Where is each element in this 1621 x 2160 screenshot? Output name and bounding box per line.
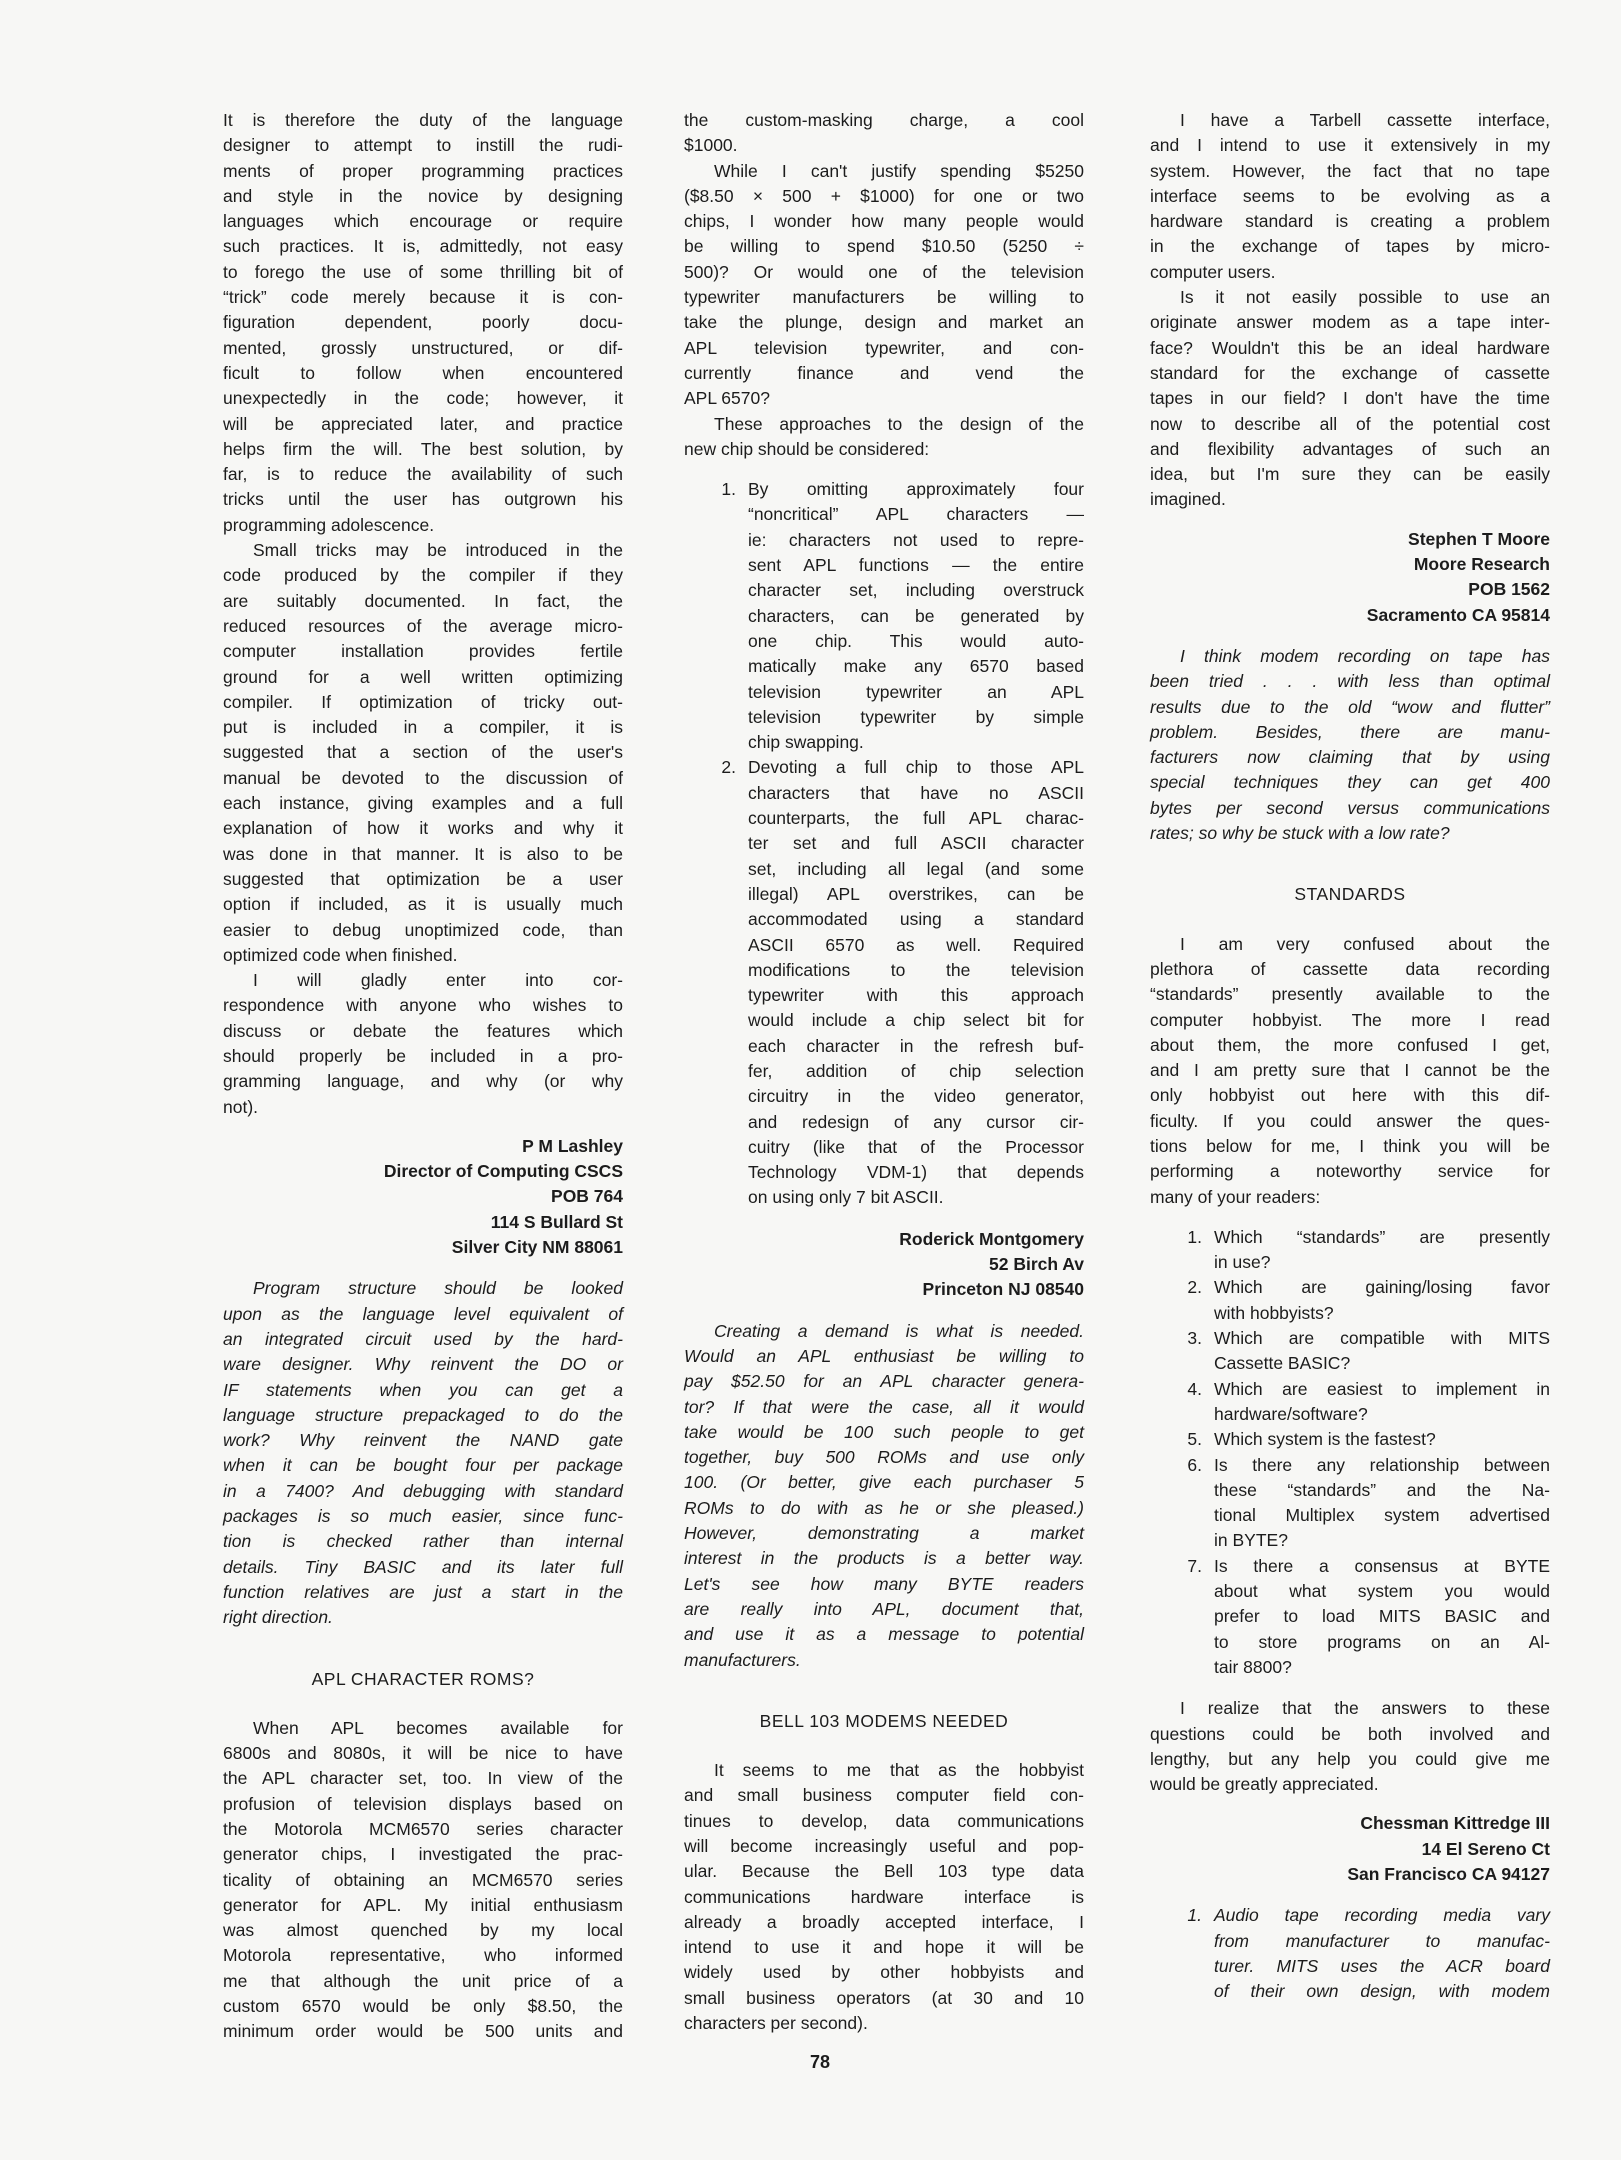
text-line: I will gladly enter into cor- bbox=[253, 970, 623, 991]
text-line: Director of Computing CSCS bbox=[383, 1161, 623, 1182]
text-line: and redesign of any cursor cir- bbox=[748, 1111, 1084, 1132]
text-line: interest in the products is a better way. bbox=[684, 1548, 1084, 1569]
list-number: 6. bbox=[1187, 1454, 1202, 1475]
text-line: not). bbox=[223, 1096, 259, 1117]
section-heading: STANDARDS bbox=[1294, 884, 1406, 905]
text-line: characters, can be generated by bbox=[748, 605, 1084, 626]
text-line: these “standards” and the Na- bbox=[1214, 1479, 1550, 1500]
text-line: suggested that optimization be a user bbox=[223, 868, 623, 889]
paragraph bbox=[1150, 932, 1550, 1210]
text-line: Is there a consensus at BYTE bbox=[1214, 1555, 1550, 1576]
text-line: It is therefore the duty of the language bbox=[223, 110, 623, 130]
text-line: in a 7400? And debugging with standard bbox=[223, 1480, 623, 1501]
text-line: idea, but I'm sure they can be easily bbox=[1150, 464, 1550, 485]
text-line: me that although the unit price of a bbox=[223, 1970, 623, 1991]
text-line: programming adolescence. bbox=[223, 514, 435, 535]
text-line: right direction. bbox=[223, 1607, 333, 1628]
text-line: Cassette BASIC? bbox=[1214, 1353, 1351, 1374]
section-heading: APL CHARACTER ROMS? bbox=[311, 1668, 535, 1689]
text-line: currently finance and vend the bbox=[684, 362, 1084, 383]
text-line: and small business computer field con- bbox=[684, 1785, 1084, 1806]
text-line: designer to attempt to instill the rudi- bbox=[223, 135, 623, 156]
paragraph bbox=[1150, 1696, 1550, 1797]
text-line: It seems to me that as the hobbyist bbox=[714, 1760, 1084, 1781]
text-line: ROMs to do with as he or she pleased.) bbox=[684, 1497, 1084, 1518]
text-line: Creating a demand is what is needed. bbox=[714, 1320, 1084, 1341]
text-line: 100. (Or better, give each purchaser 5 bbox=[684, 1472, 1084, 1493]
list-number: 7. bbox=[1187, 1555, 1202, 1576]
text-line: system. However, the fact that no tape bbox=[1150, 160, 1550, 181]
text-line: 14 El Sereno Ct bbox=[1421, 1838, 1550, 1859]
text-line: figuration dependent, poorly docu- bbox=[223, 312, 623, 333]
text-line: manufacturers. bbox=[684, 1649, 801, 1670]
text-line: POB 764 bbox=[551, 1186, 623, 1207]
paragraph bbox=[684, 412, 1084, 463]
text-line: communications hardware interface is bbox=[684, 1886, 1084, 1907]
text-line: set, including all legal (and some bbox=[748, 858, 1084, 879]
text-line: work? Why reinvent the NAND gate bbox=[223, 1430, 623, 1451]
text-line: matically make any 6570 based bbox=[748, 656, 1084, 677]
text-line: typewriter manufacturers be willing to bbox=[684, 287, 1084, 308]
text-line: with hobbyists? bbox=[1214, 1302, 1334, 1323]
author-signature bbox=[1150, 1811, 1550, 1887]
list-number: 1. bbox=[1187, 1905, 1202, 1926]
text-line: will be appreciated later, and practice bbox=[223, 413, 623, 434]
paragraph bbox=[223, 968, 623, 1120]
list-item bbox=[1150, 1903, 1550, 2004]
list-number: 5. bbox=[1187, 1429, 1202, 1450]
text-line: San Francisco CA 94127 bbox=[1347, 1864, 1550, 1884]
text-line: “trick” code merely because it is con- bbox=[223, 287, 623, 308]
text-line: ASCII 6570 as well. Required bbox=[748, 934, 1084, 955]
text-line: prefer to load MITS BASIC and bbox=[1214, 1606, 1550, 1627]
text-line: intend to use it and hope it will be bbox=[684, 1937, 1084, 1958]
text-line: lengthy, but any help you could give me bbox=[1150, 1748, 1550, 1769]
text-line: and I am pretty sure that I cannot be the bbox=[1150, 1060, 1550, 1081]
text-line: in BYTE? bbox=[1214, 1530, 1288, 1551]
text-line: Is there any relationship between bbox=[1214, 1454, 1550, 1475]
text-line: Devoting a full chip to those APL bbox=[748, 757, 1084, 778]
text-line: put is included in a compiler, it is bbox=[223, 717, 623, 738]
text-line: counterparts, the full APL charac- bbox=[748, 808, 1084, 829]
text-line: when it can be bought four per package bbox=[223, 1455, 623, 1476]
text-line: Which system is the fastest? bbox=[1214, 1429, 1436, 1450]
text-line: on using only 7 bit ASCII. bbox=[748, 1187, 944, 1208]
text-line: chip swapping. bbox=[748, 732, 864, 753]
text-line: take the plunge, design and market an bbox=[684, 312, 1084, 333]
paragraph bbox=[223, 538, 623, 968]
text-line: accommodated using a standard bbox=[748, 909, 1084, 930]
text-line: typewriter with this approach bbox=[748, 985, 1084, 1006]
text-line: now to describe all of the potential cost bbox=[1150, 413, 1550, 434]
text-line: Program structure should be looked bbox=[253, 1278, 623, 1299]
text-line: pay $52.50 for an APL character genera- bbox=[684, 1371, 1084, 1392]
page-number: 78 bbox=[809, 2052, 831, 2072]
text-line: sent APL functions — the entire bbox=[748, 555, 1084, 576]
text-line: computer hobbyist. The more I read bbox=[1150, 1009, 1550, 1030]
text-line: upon as the language level equivalent of bbox=[223, 1303, 623, 1324]
text-line: character set, including overstruck bbox=[748, 580, 1084, 601]
text-line: Stephen T Moore bbox=[1408, 528, 1550, 549]
text-line: imagined. bbox=[1150, 489, 1226, 510]
text-line: each instance, giving examples and a full bbox=[223, 793, 623, 814]
text-line: APL 6570? bbox=[684, 388, 770, 409]
list-number: 1. bbox=[1187, 1226, 1202, 1247]
text-line: ie: characters not used to repre- bbox=[748, 529, 1084, 550]
text-line: hardware standard is creating a problem bbox=[1150, 211, 1550, 232]
list-item bbox=[1150, 1554, 1550, 1680]
text-line: in the exchange of tapes by micro- bbox=[1150, 236, 1550, 257]
text-line: are suitably documented. In fact, the bbox=[223, 590, 623, 611]
list-item bbox=[1150, 1326, 1550, 1377]
text-line: and flexibility advantages of such an bbox=[1150, 438, 1550, 459]
text-line: packages is so much easier, since func- bbox=[223, 1506, 623, 1527]
text-line: option if included, as it is usually much bbox=[223, 894, 623, 915]
text-line: hardware/software? bbox=[1214, 1403, 1368, 1424]
text-line: language structure prepackaged to do the bbox=[223, 1404, 623, 1425]
text-line: be willing to spend $10.50 (5250 ÷ bbox=[684, 236, 1084, 257]
text-line: minimum order would be 500 units and bbox=[223, 2021, 623, 2042]
text-line: 500)? Or would one of the television bbox=[684, 261, 1084, 282]
text-line: already a broadly accepted interface, I bbox=[684, 1911, 1084, 1932]
text-line: Moore Research bbox=[1413, 554, 1550, 575]
text-line: interface seems to be evolving as a bbox=[1150, 185, 1550, 206]
text-line: tinues to develop, data communications bbox=[684, 1810, 1084, 1831]
text-line: Is it not easily possible to use an bbox=[1180, 287, 1550, 308]
text-line: Roderick Montgomery bbox=[899, 1228, 1084, 1249]
text-line: should properly be included in a pro- bbox=[223, 1045, 623, 1066]
list-item bbox=[1150, 1275, 1550, 1326]
text-line: When APL becomes available for bbox=[253, 1717, 623, 1738]
text-line: the Motorola MCM6570 series character bbox=[223, 1819, 623, 1839]
list-number: 3. bbox=[1187, 1328, 1202, 1349]
text-line: P M Lashley bbox=[522, 1135, 623, 1156]
text-line: easier to debug unoptimized code, than bbox=[223, 919, 623, 940]
text-line: special techniques they can get 400 bbox=[1150, 772, 1550, 793]
list-number: 2. bbox=[1187, 1277, 1202, 1298]
text-line: cuitry (like that of the Processor bbox=[748, 1136, 1084, 1157]
text-line: to forego the use of some thrilling bit of bbox=[223, 261, 623, 282]
column-middle bbox=[684, 108, 1084, 2036]
text-line: Which are compatible with MITS bbox=[1214, 1328, 1550, 1349]
numbered-list bbox=[1150, 1225, 1550, 1680]
text-line: Which “standards” are presently bbox=[1214, 1226, 1550, 1247]
paragraph bbox=[684, 1758, 1084, 2036]
author-signature bbox=[223, 1134, 623, 1260]
text-line: was almost quenched by my local bbox=[223, 1920, 623, 1941]
text-line: details. Tiny BASIC and its later full bbox=[223, 1556, 623, 1577]
text-line: about what system you would bbox=[1214, 1581, 1550, 1602]
text-line: each character in the refresh buf- bbox=[748, 1035, 1084, 1056]
text-line: optimized code when finished. bbox=[223, 944, 458, 965]
text-line: small business operators (at 30 and 10 bbox=[684, 1987, 1084, 2008]
text-line: from manufacturer to manufac- bbox=[1214, 1930, 1550, 1951]
text-line: an integrated circuit used by the hard- bbox=[223, 1328, 623, 1349]
text-line: Audio tape recording media vary bbox=[1214, 1905, 1550, 1926]
text-line: the custom-masking charge, a cool bbox=[684, 110, 1084, 130]
text-line: computer users. bbox=[1150, 261, 1276, 282]
text-line: the APL character set, too. In view of the bbox=[223, 1768, 623, 1789]
text-line: generator chips, I investigated the prac- bbox=[223, 1844, 623, 1865]
footnote-list bbox=[1150, 1903, 1550, 2004]
text-line: 114 S Bullard St bbox=[490, 1211, 623, 1232]
text-line: and use it as a message to potential bbox=[684, 1624, 1084, 1645]
text-line: ular. Because the Bell 103 type data bbox=[684, 1861, 1084, 1882]
text-line: tair 8800? bbox=[1214, 1656, 1292, 1677]
list-item bbox=[1150, 1377, 1550, 1428]
text-line: bytes per second versus communications bbox=[1150, 797, 1550, 818]
text-line: one chip. This would auto- bbox=[748, 630, 1084, 651]
text-line: compiler. If optimization of tricky out- bbox=[223, 691, 623, 712]
text-line: was done in that manner. It is also to be bbox=[223, 843, 623, 864]
text-line: chips, I wonder how many people would bbox=[684, 211, 1084, 232]
text-line: in use? bbox=[1214, 1252, 1271, 1273]
list-number: 2. bbox=[721, 757, 736, 778]
text-line: ments of proper programming practices bbox=[223, 160, 623, 181]
list-item bbox=[1150, 1225, 1550, 1276]
text-line: Small tricks may be introduced in the bbox=[253, 540, 623, 561]
text-line: Silver City NM 88061 bbox=[451, 1237, 623, 1258]
text-line: I am very confused about the bbox=[1180, 933, 1550, 954]
text-line: ticality of obtaining an MCM6570 series bbox=[223, 1869, 623, 1890]
text-line: Princeton NJ 08540 bbox=[922, 1279, 1084, 1300]
text-line: code produced by the compiler if they bbox=[223, 565, 623, 586]
text-line: tion is checked rather than internal bbox=[223, 1531, 623, 1552]
text-line: Which are gaining/losing favor bbox=[1214, 1277, 1550, 1298]
text-line: would include a chip select bit for bbox=[748, 1010, 1084, 1031]
text-line: Would an APL enthusiast be willing to bbox=[684, 1345, 1084, 1366]
text-line: profusion of television displays based on bbox=[223, 1793, 623, 1814]
list-number: 1. bbox=[721, 479, 736, 500]
author-signature bbox=[1150, 527, 1550, 628]
text-line: tapes in our field? I don't have the time bbox=[1150, 388, 1550, 409]
text-line: would be greatly appreciated. bbox=[1150, 1774, 1379, 1795]
text-line: are really into APL, document that, bbox=[684, 1598, 1084, 1619]
text-line: unexpectedly in the code; however, it bbox=[223, 388, 623, 409]
text-line: These approaches to the design of the bbox=[714, 413, 1084, 434]
text-line: results due to the old “wow and flutter” bbox=[1150, 696, 1550, 717]
editor-reply bbox=[684, 1319, 1084, 1673]
text-line: facturers now claiming that by using bbox=[1150, 747, 1550, 768]
text-line: characters that have no ASCII bbox=[748, 782, 1084, 803]
text-line: gramming language, and why (or why bbox=[223, 1071, 623, 1092]
column-left bbox=[223, 108, 623, 2045]
text-line: modifications to the television bbox=[748, 959, 1084, 980]
text-line: tor? If that were the case, all it would bbox=[684, 1396, 1084, 1417]
text-line: fer, addition of chip selection bbox=[748, 1060, 1084, 1081]
text-line: By omitting approximately four bbox=[748, 479, 1084, 500]
list-item bbox=[684, 755, 1084, 1210]
text-line: 52 Birch Av bbox=[989, 1254, 1084, 1275]
text-line: characters per second). bbox=[684, 2013, 868, 2034]
text-line: ground for a well written optimizing bbox=[223, 666, 623, 687]
text-line: tricks until the user has outgrown his bbox=[223, 489, 623, 510]
text-line: While I can't justify spending $5250 bbox=[714, 160, 1084, 181]
numbered-list bbox=[684, 477, 1084, 1211]
text-line: reduced resources of the average micro- bbox=[223, 615, 623, 636]
text-line: However, demonstrating a market bbox=[684, 1523, 1084, 1544]
text-line: ficulty. If you could answer the ques- bbox=[1150, 1110, 1550, 1131]
text-line: far, is to reduce the availability of such bbox=[223, 464, 623, 485]
text-line: tions below for me, I think you will be bbox=[1150, 1135, 1550, 1156]
text-line: Technology VDM-1) that depends bbox=[748, 1162, 1084, 1183]
text-line: and I intend to use it extensively in my bbox=[1150, 135, 1550, 156]
text-line: 6800s and 8080s, it will be nice to have bbox=[223, 1743, 623, 1764]
text-line: questions could be both involved and bbox=[1150, 1723, 1550, 1744]
text-line: about them, the more confused I get, bbox=[1150, 1034, 1550, 1055]
text-line: function relatives are just a start in the bbox=[223, 1581, 623, 1602]
text-line: Chessman Kittredge III bbox=[1360, 1813, 1550, 1834]
paragraph bbox=[1150, 285, 1550, 513]
text-line: ($8.50 × 500 + $1000) for one or two bbox=[684, 185, 1084, 206]
section-heading: BELL 103 MODEMS NEEDED bbox=[759, 1710, 1009, 1731]
text-line: APL television typewriter, and con- bbox=[684, 337, 1084, 358]
text-line: custom 6570 would be only $8.50, the bbox=[223, 1996, 623, 2017]
editor-reply bbox=[1150, 644, 1550, 846]
text-line: standard for the exchange of cassette bbox=[1150, 362, 1550, 383]
text-line: Let's see how many BYTE readers bbox=[684, 1573, 1084, 1594]
text-line: originate answer modem as a tape inter- bbox=[1150, 312, 1550, 333]
text-line: illegal) APL overstrikes, can be bbox=[748, 883, 1084, 904]
text-line: such practices. It is, admittedly, not easy bbox=[223, 236, 623, 257]
author-signature bbox=[684, 1227, 1084, 1303]
text-line: discuss or debate the features which bbox=[223, 1020, 623, 1041]
text-line: performing a noteworthy service for bbox=[1150, 1161, 1550, 1182]
paragraph bbox=[1150, 108, 1550, 285]
paragraph bbox=[684, 108, 1084, 159]
text-line: plethora of cassette data recording bbox=[1150, 958, 1550, 979]
text-line: suggested that a section of the user's bbox=[223, 742, 623, 763]
text-line: circuitry in the video generator, bbox=[748, 1086, 1084, 1107]
text-line: generator for APL. My initial enthusiasm bbox=[223, 1894, 623, 1915]
text-line: will become increasingly useful and pop- bbox=[684, 1836, 1084, 1856]
text-line: I realize that the answers to these bbox=[1180, 1698, 1550, 1719]
editor-reply bbox=[223, 1276, 623, 1630]
text-line: turer. MITS uses the ACR board bbox=[1214, 1955, 1550, 1976]
text-line: television typewriter by simple bbox=[748, 706, 1084, 727]
text-line: “noncritical” APL characters — bbox=[748, 504, 1084, 525]
text-line: Motorola representative, who informed bbox=[223, 1945, 623, 1966]
text-line: together, buy 500 ROMs and use only bbox=[684, 1447, 1084, 1468]
text-line: “standards” presently available to the bbox=[1150, 984, 1550, 1005]
text-line: to store programs on an Al- bbox=[1214, 1631, 1550, 1652]
text-line: of their own design, with modem bbox=[1214, 1981, 1550, 2002]
text-line: explanation of how it works and why it bbox=[223, 818, 623, 839]
text-line: I think modem recording on tape has bbox=[1180, 645, 1550, 666]
text-line: television typewriter an APL bbox=[748, 681, 1084, 702]
list-item bbox=[684, 477, 1084, 755]
text-line: ter set and full ASCII character bbox=[748, 833, 1084, 854]
text-line: problem. Besides, there are manu- bbox=[1150, 721, 1550, 742]
text-line: I have a Tarbell cassette interface, bbox=[1180, 110, 1550, 130]
text-line: tional Multiplex system advertised bbox=[1214, 1505, 1550, 1526]
text-line: mented, grossly unstructured, or dif- bbox=[223, 337, 623, 358]
text-line: and style in the novice by designing bbox=[223, 185, 623, 206]
text-line: many of your readers: bbox=[1150, 1186, 1321, 1207]
text-line: helps firm the will. The best solution, by bbox=[223, 438, 623, 459]
text-line: IF statements when you can get a bbox=[223, 1379, 623, 1400]
text-line: $1000. bbox=[684, 135, 738, 156]
text-line: Sacramento CA 95814 bbox=[1366, 604, 1550, 625]
paragraph bbox=[684, 159, 1084, 412]
text-line: computer installation provides fertile bbox=[223, 641, 623, 662]
text-line: new chip should be considered: bbox=[684, 438, 930, 459]
text-line: widely used by other hobbyists and bbox=[684, 1962, 1084, 1983]
text-line: respondence with anyone who wishes to bbox=[223, 995, 623, 1016]
paragraph bbox=[223, 108, 623, 538]
list-item bbox=[1150, 1427, 1550, 1452]
list-item bbox=[1150, 1453, 1550, 1554]
text-line: manual be devoted to the discussion of bbox=[223, 767, 623, 788]
text-line: rates; so why be stuck with a low rate? bbox=[1150, 823, 1450, 844]
text-line: ware designer. Why reinvent the DO or bbox=[223, 1354, 623, 1375]
column-right bbox=[1150, 108, 1550, 2020]
paragraph bbox=[223, 1716, 623, 2045]
text-line: languages which encourage or require bbox=[223, 211, 623, 232]
text-line: Which are easiest to implement in bbox=[1214, 1378, 1550, 1399]
text-line: only hobbyist out here with this dif- bbox=[1150, 1085, 1550, 1106]
text-line: been tried . . . with less than optimal bbox=[1150, 671, 1550, 692]
text-line: ficult to follow when encountered bbox=[223, 362, 623, 383]
text-line: take would be 100 such people to get bbox=[684, 1421, 1084, 1442]
text-line: face? Wouldn't this be an ideal hardware bbox=[1150, 337, 1550, 358]
list-number: 4. bbox=[1187, 1378, 1202, 1399]
text-line: POB 1562 bbox=[1468, 579, 1550, 600]
